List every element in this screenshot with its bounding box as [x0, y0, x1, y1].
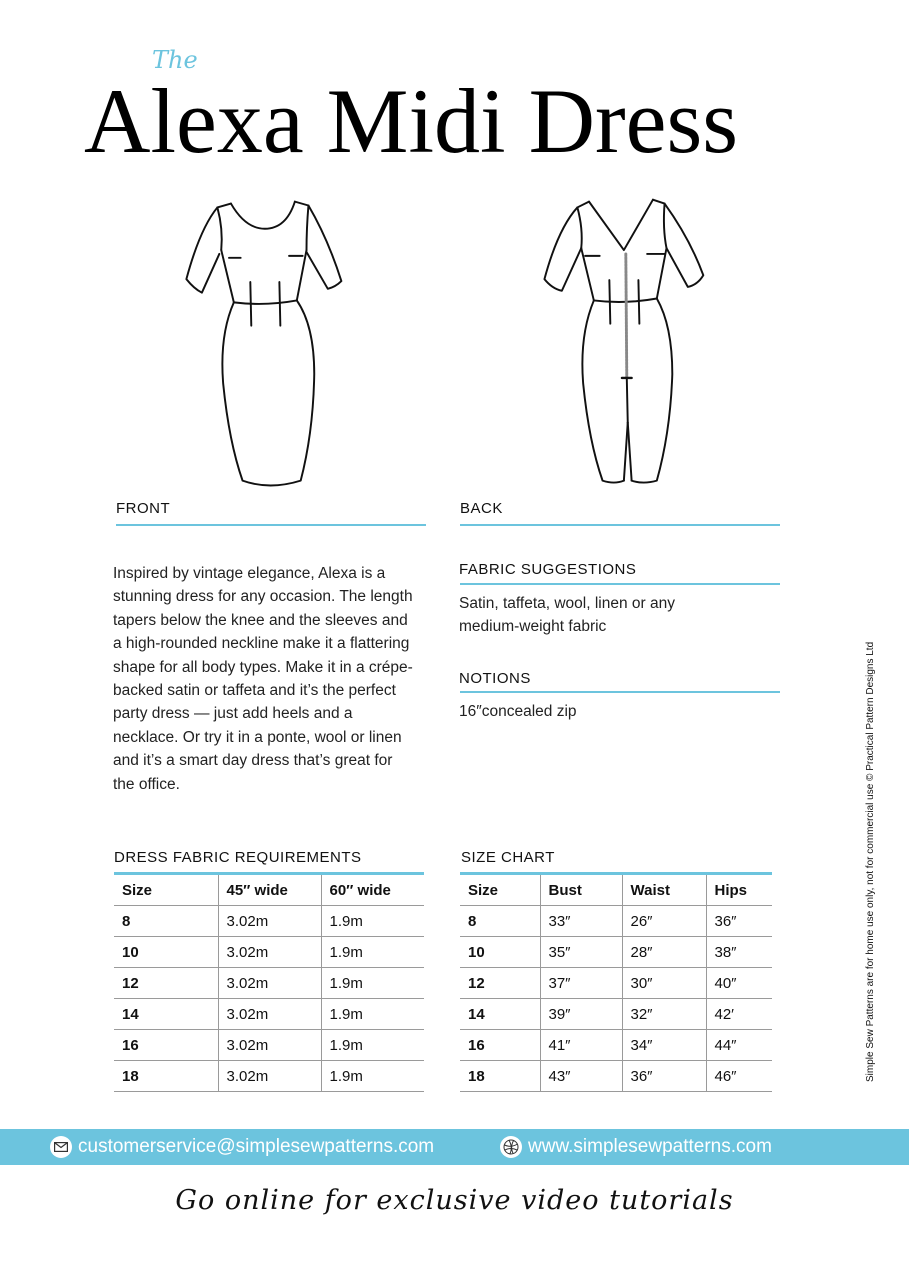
size-chart-table	[460, 872, 772, 1092]
page-title: Alexa Midi Dress	[84, 70, 739, 172]
table-cell: 33″	[540, 906, 622, 937]
waistband	[234, 300, 297, 303]
table-cell: 1.9m	[321, 968, 424, 999]
table-cell: 1.9m	[321, 906, 424, 937]
right-waist-dart	[279, 282, 280, 326]
fabric-requirements-heading: DRESS FABRIC REQUIREMENTS	[114, 849, 362, 866]
table-cell: 37″	[540, 968, 622, 999]
left-sleeve	[186, 204, 231, 293]
table-row	[460, 968, 772, 999]
table-cell: 43″	[540, 1061, 622, 1092]
back-slit-left	[624, 423, 628, 481]
email-link[interactable]	[50, 1129, 434, 1165]
left-waist-dart	[609, 280, 610, 324]
description-text: Inspired by vintage elegance, Alexa is a stunning dress for any occasion. The length tapers below the knee and the sleeves and a high-rounded neckline make it a flattering shape for all body types. Make it in a crépe-backed satin or taffeta and it’s the perfect party dress — just add heels and a necklace. Or try it in a ponte, wool or linen and it’s a smart day dress that’s great for the office.	[113, 565, 413, 793]
left-waist-dart	[250, 282, 251, 326]
bodice-right-side	[657, 248, 667, 298]
size-cell: 18	[460, 1061, 540, 1092]
notions-heading: NOTIONS	[459, 670, 531, 687]
table-row	[460, 1061, 772, 1092]
back-dress-illustration	[520, 190, 720, 500]
size-cell: 12	[460, 968, 540, 999]
size-cell: 14	[114, 999, 218, 1030]
fabric-requirements-table	[114, 872, 424, 1092]
table-row	[114, 1061, 424, 1092]
v-neckline	[589, 200, 653, 250]
front-dress-illustration	[170, 190, 350, 500]
table-cell: 1.9m	[321, 1061, 424, 1092]
table-row	[460, 937, 772, 968]
table-cell: 3.02m	[218, 1061, 321, 1092]
table-cell: 39″	[540, 999, 622, 1030]
envelope-icon	[50, 1136, 72, 1158]
tagline: Go online for exclusive video tutorials	[175, 1185, 734, 1216]
skirt-right	[632, 299, 673, 483]
table-cell: 42′	[706, 999, 772, 1030]
globe-icon	[500, 1136, 522, 1158]
column-header: Waist	[622, 874, 706, 906]
fabric-suggestions-heading: FABRIC SUGGESTIONS	[459, 561, 637, 578]
table-cell: 3.02m	[218, 968, 321, 999]
right-armhole	[307, 206, 309, 251]
table-row	[114, 968, 424, 999]
table-cell: 1.9m	[321, 999, 424, 1030]
table-cell: 35″	[540, 937, 622, 968]
website-link[interactable]	[500, 1129, 772, 1165]
size-cell: 18	[114, 1061, 218, 1092]
contact-band	[0, 1129, 909, 1165]
table-cell: 3.02m	[218, 937, 321, 968]
table-header-row	[114, 874, 424, 906]
size-cell: 10	[114, 937, 218, 968]
fabric-suggestions-divider	[460, 583, 780, 585]
size-cell: 16	[114, 1030, 218, 1061]
skirt	[222, 300, 314, 485]
notions-text: 16″concealed zip	[459, 703, 577, 720]
table-cell: 40″	[706, 968, 772, 999]
left-armhole	[577, 207, 581, 248]
table-row	[114, 906, 424, 937]
back-divider	[460, 524, 780, 526]
copyright-notice: Simple Sew Patterns are for home use only, not for commercial use © Practical Pattern Designs Ltd	[865, 641, 876, 1082]
column-header: Bust	[540, 874, 622, 906]
table-cell: 36″	[706, 906, 772, 937]
table-row	[114, 937, 424, 968]
right-armhole	[664, 204, 667, 249]
skirt-left	[582, 300, 624, 482]
front-label: FRONT	[116, 500, 171, 517]
bodice-right-side	[297, 250, 307, 300]
size-cell: 8	[460, 906, 540, 937]
table-cell: 1.9m	[321, 937, 424, 968]
size-cell: 16	[460, 1030, 540, 1061]
right-waist-dart	[638, 280, 639, 324]
table-cell: 26″	[622, 906, 706, 937]
column-header: Size	[460, 874, 540, 906]
table-cell: 28″	[622, 937, 706, 968]
table-cell: 32″	[622, 999, 706, 1030]
size-cell: 12	[114, 968, 218, 999]
fabric-suggestions-text: Satin, taffeta, wool, linen or any medium-weight fabric	[459, 595, 675, 636]
front-divider	[116, 524, 426, 526]
table-cell: 30″	[622, 968, 706, 999]
notions-divider	[460, 691, 780, 693]
table-cell: 36″	[622, 1061, 706, 1092]
table-cell: 41″	[540, 1030, 622, 1061]
table-row	[460, 999, 772, 1030]
table-row	[460, 906, 772, 937]
table-cell: 3.02m	[218, 906, 321, 937]
website-url[interactable]: www.simplesewpatterns.com	[528, 1136, 772, 1157]
table-cell: 38″	[706, 937, 772, 968]
table-cell: 34″	[622, 1030, 706, 1061]
table-row	[460, 1030, 772, 1061]
column-header: 45″ wide	[218, 874, 321, 906]
size-chart-heading: SIZE CHART	[461, 849, 555, 866]
size-cell: 8	[114, 906, 218, 937]
table-cell: 46″	[706, 1061, 772, 1092]
zip	[626, 254, 627, 378]
neckline	[231, 202, 295, 229]
table-row	[114, 1030, 424, 1061]
size-cell: 14	[460, 999, 540, 1030]
table-header-row	[460, 874, 772, 906]
back-label: BACK	[460, 500, 503, 517]
back-slit-right	[628, 423, 632, 481]
left-armhole	[217, 207, 221, 250]
table-cell: 1.9m	[321, 1030, 424, 1061]
email-address[interactable]: customerservice@simplesewpatterns.com	[78, 1136, 435, 1157]
right-sleeve	[653, 200, 703, 287]
centre-back-seam	[627, 378, 628, 423]
column-header: Size	[114, 874, 218, 906]
size-cell: 10	[460, 937, 540, 968]
table-cell: 3.02m	[218, 999, 321, 1030]
table-cell: 44″	[706, 1030, 772, 1061]
table-cell: 3.02m	[218, 1030, 321, 1061]
column-header: Hips	[706, 874, 772, 906]
column-header: 60″ wide	[321, 874, 424, 906]
table-row	[114, 999, 424, 1030]
title-prefix: The	[152, 46, 198, 74]
